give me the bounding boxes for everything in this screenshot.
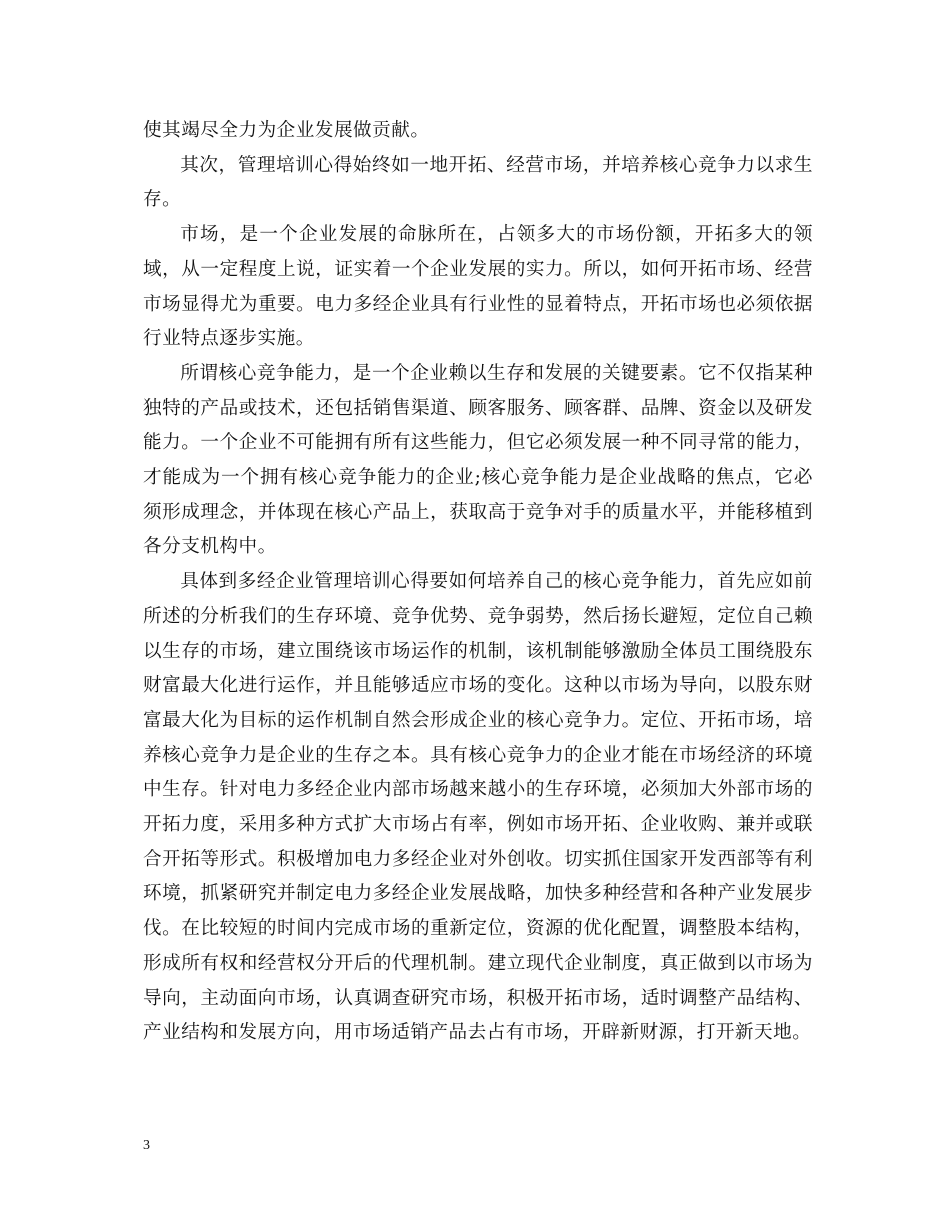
page-number: 3 (143, 1138, 150, 1153)
paragraph-continuation: 使其竭尽全力为企业发展做贡献。 (143, 120, 430, 141)
paragraph-market-importance: 市场，是一个企业发展的命脉所在，占领多大的市场份额，开拓多大的领域，从一定程度上说，证实着一个企业发展的实力。所以，如何开拓市场、经营市场显得尤为重要。电力多经企业具有行业性的显着特点，开拓市场也必须依据行业特点逐步实施。 (143, 224, 813, 350)
paragraph-core-competence-definition: 所谓核心竞争能力，是一个企业赖以生存和发展的关键要素。它不仅指某种独特的产品或技术，还包括销售渠道、顾客服务、顾客群、品牌、资金以及研发能力。一个企业不可能拥有所有这些能力，但它必须发展一种不同寻常的能力，才能成为一个拥有核心竞争能力的企业;核心竞争能力是企业战略的焦点，它必须形成理念，并体现在核心产品上，获取高于竞争对手的质量水平，并能移植到各分支机构中。 (143, 362, 813, 558)
paragraph-market-and-competitiveness: 其次，管理培训心得始终如一地开拓、经营市场，并培养核心竞争力以求生存。 (143, 154, 813, 211)
body-text (143, 114, 813, 1051)
paragraph-building-core-competence: 具体到多经企业管理培训心得要如何培养自己的核心竞争能力，首先应如前所述的分析我们的生存环境、竞争优势、竞争弱势，然后扬长避短，定位自己赖以生存的市场，建立围绕该市场运作的机制，该机制能够激励全体员工围绕股东财富最大化进行运作，并且能够适应市场的变化。这种以市场为导向，以股东财富最大化为目标的运作机制自然会形成企业的核心竞争力。定位、开拓市场，培养核心竞争力是企业的生存之本。具有核心竞争力的企业才能在市场经济的环境中生存。针对电力多经企业内部市场越来越小的生存环境，必须加大外部市场的开拓力度，采用多种方式扩大市场占有率，例如市场开拓、企业收购、兼并或联合开拓等形式。积极增加电力多经企业对外创收。切实抓住国家开发西部等有利环境，抓紧研究并制定电力多经企业发展战略，加快多种经营和各种产业发展步伐。在比较短的时间内完成市场的重新定位，资源的优化配置，调整股本结构，形成所有权和经营权分开后的代理机制。建立现代企业制度，真正做到以市场为导向，主动面向市场，认真调查研究市场，积极开拓市场，适时调整产品结构、产业结构和发展方向，用市场适销产品去占有市场，开辟新财源，打开新天地。 (143, 571, 813, 1044)
